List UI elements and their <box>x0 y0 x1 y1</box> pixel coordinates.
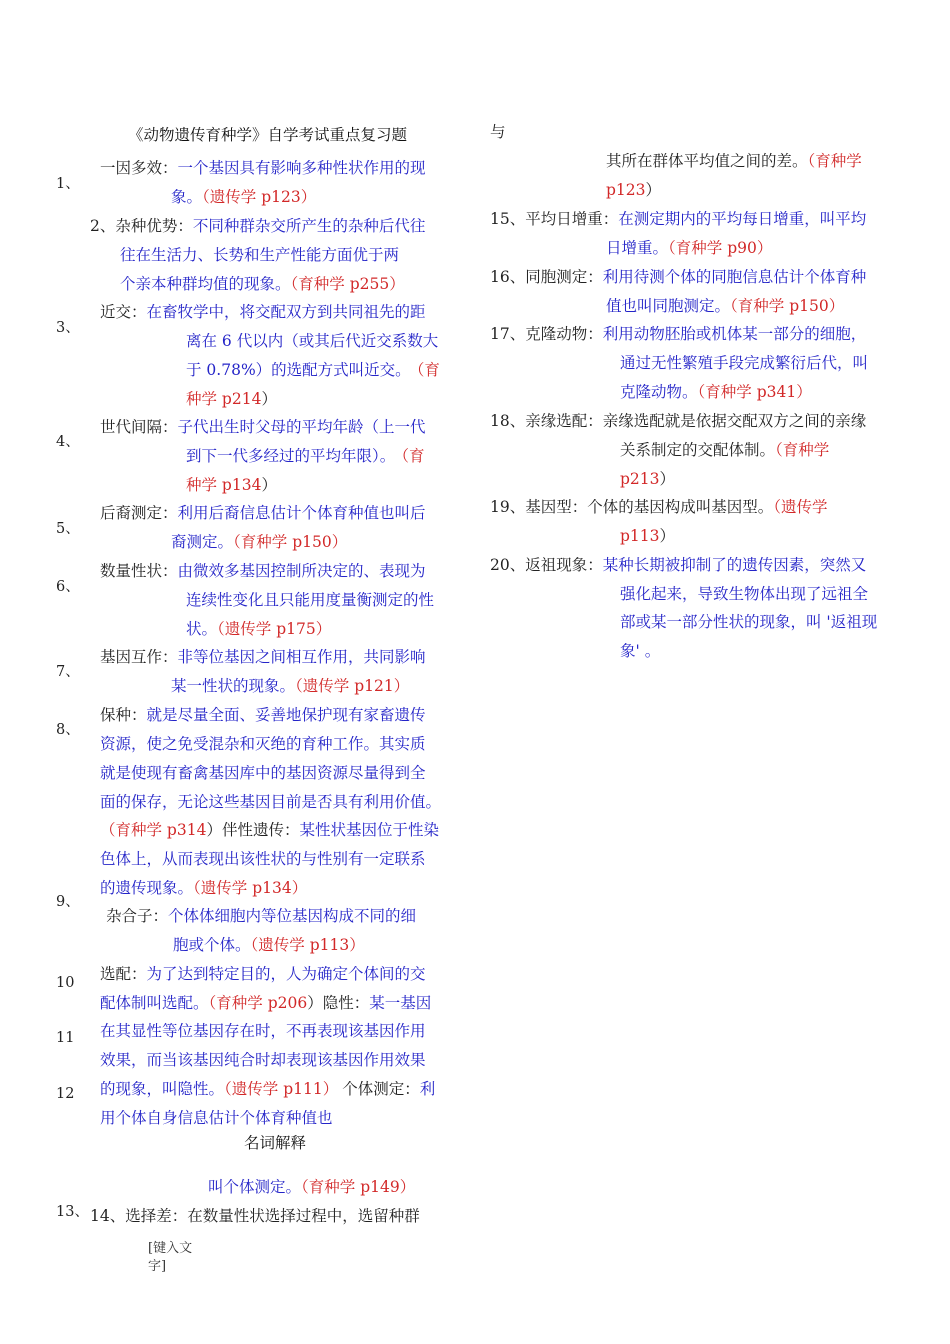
entry-definition: 色体上，从而表现出该性状的与性别有一定联系 <box>100 850 426 868</box>
entry-definition: 叫个体测定。 <box>208 1178 302 1196</box>
entry-reference: 种学 p214 <box>186 390 262 408</box>
entry-definition: 一个基因具有影响多种性状作用的现 <box>177 159 426 177</box>
entry-definition: 由微效多基因控制所决定的、表现为 <box>177 562 426 580</box>
col2-top-char: 与 <box>490 123 506 141</box>
entry-definition: 非等位基因之间相互作用，共同影响 <box>177 648 426 666</box>
entry-term: 一因多效： <box>100 159 178 177</box>
entry-definition: 个体的基因构成叫基因型。 <box>587 498 774 516</box>
entry-16-cont <box>606 292 844 321</box>
entry-14-ref <box>606 176 661 205</box>
entry-3-ref <box>186 385 277 414</box>
entry-reference: （育种学 p314 <box>100 821 207 839</box>
entry-definition: 连续性变化且只能用度量衡测定的性 <box>186 591 435 609</box>
entry-definition: 象。 <box>171 188 203 206</box>
entry-reference: （遗传学 <box>773 498 828 516</box>
entry-term: 后裔测定： <box>100 504 178 522</box>
entry-definition: 某一基因 <box>369 994 432 1012</box>
entry-reference: p213 <box>620 470 660 488</box>
item-number: 4、 <box>56 434 80 450</box>
entry-7-cont <box>171 672 409 701</box>
entry-definition: 亲缘选配就是依据交配双方之间的亲缘 <box>602 412 867 430</box>
entry-definition: 某性状基因位于性染 <box>299 821 439 839</box>
entry-definition: 面的保存，无论这些基因目前是否具有利用价值。 <box>100 793 442 811</box>
entry-reference: （育种学 p206 <box>208 994 308 1012</box>
entry-16 <box>490 263 866 292</box>
entry-definition: 值也叫同胞测定。 <box>606 297 731 315</box>
item-number: 9、 <box>56 894 80 910</box>
entry-4-cont <box>186 442 425 471</box>
entry-term: 选配： <box>100 965 147 983</box>
section-heading: 名词解释 <box>244 1134 307 1152</box>
item-number: 3、 <box>56 320 80 336</box>
entry-20 <box>490 551 866 580</box>
entry-8 <box>100 701 426 730</box>
entry-definition: 强化起来，导致生物体出现了远祖全 <box>620 585 869 603</box>
entry-reference: （育种学 <box>775 441 830 459</box>
entry-9 <box>100 816 439 845</box>
entry-18 <box>490 407 866 436</box>
entry-definition: 胞或个体。 <box>173 936 251 954</box>
entry-definition: 用个体自身信息估计个体育种值也 <box>100 1109 333 1127</box>
item-number: 6、 <box>56 579 80 595</box>
entry-17-cont <box>620 378 812 407</box>
item-number: 11 <box>56 1030 75 1046</box>
entry-reference: （遗传学 p134） <box>193 879 308 897</box>
entry-definition: 日增重。 <box>606 239 669 257</box>
entry-reference-close: ） <box>645 181 662 199</box>
entry-term: 18、亲缘选配： <box>490 412 603 430</box>
entry-reference-close: ） <box>206 821 222 839</box>
entry-17 <box>490 320 866 349</box>
entry-term: 杂合子： <box>106 907 169 925</box>
entry-reference: （育种学 p150） <box>233 533 348 551</box>
entry-definition: 利 <box>419 1080 436 1098</box>
entry-definition: 关系制定的交配体制。 <box>620 441 776 459</box>
entry-definition: 利用后裔信息估计个体育种值也叫后 <box>177 504 426 522</box>
entry-definition: 通过无性繁殖手段完成繁衍后代，叫 <box>620 354 869 372</box>
entry-reference: （育 <box>416 361 440 379</box>
entry-reference: （育种学 p341） <box>697 383 812 401</box>
entry-term: 2、杂种优势： <box>90 217 193 235</box>
entry-reference: 种学 p134 <box>186 476 262 494</box>
entry-definition: 的遗传现象。 <box>100 879 194 897</box>
entry-definition: 某一性状的现象。 <box>171 677 296 695</box>
entry-definition: 在数量性状选择过程中，选留种群 <box>187 1207 420 1225</box>
entry-15-cont <box>606 234 772 263</box>
entry-term: 19、基因型： <box>490 498 588 516</box>
entry-2 <box>90 212 425 241</box>
entry-reference-close: ） <box>659 470 676 488</box>
entry-term: 隐性： <box>322 994 370 1012</box>
entry-term: 16、同胞测定： <box>490 268 603 286</box>
entry-19 <box>490 493 828 522</box>
entry-definition: 利用待测个体的同胞信息估计个体育种 <box>602 268 867 286</box>
entry-definition: 裔测定。 <box>171 533 234 551</box>
entry-18-ref <box>620 465 675 494</box>
entry-definition: 某种长期被抑制了的遗传因素，突然又 <box>602 556 867 574</box>
entry-12-cont <box>100 1075 435 1104</box>
entry-definition: 象' 。 <box>620 642 661 660</box>
entry-term: 15、平均日增重： <box>490 210 619 228</box>
entry-3 <box>100 298 426 327</box>
entry-10 <box>106 902 416 931</box>
entry-definition: 往在生活力、长势和生产性能方面优于两 <box>120 246 400 264</box>
entry-definition: 在其显性等位基因存在时，不再表现该基因作用 <box>100 1022 426 1040</box>
entry-term: 14、选择差： <box>90 1207 188 1225</box>
entry-9-cont <box>100 874 307 903</box>
entry-1-cont <box>171 183 316 212</box>
item-number: 12 <box>56 1086 75 1102</box>
entry-definition: 克隆动物。 <box>620 383 698 401</box>
entry-definition: 在畜牧学中，将交配双方到共同祖先的距 <box>146 303 426 321</box>
entry-5 <box>100 499 426 528</box>
entry-14-cont <box>606 147 862 176</box>
entry-term: 20、返祖现象： <box>490 556 603 574</box>
entry-15 <box>490 205 866 234</box>
entry-reference: （遗传学 p121） <box>295 677 410 695</box>
entry-term: 基因互作： <box>100 648 178 666</box>
entry-11 <box>100 960 426 989</box>
entry-term: 世代间隔： <box>100 418 178 436</box>
item-number: 5、 <box>56 521 80 537</box>
entry-definition: 利用动物胚胎或机体某一部分的细胞， <box>602 325 867 343</box>
entry-reference: p113 <box>620 527 660 545</box>
entry-reference: （育种学 p255） <box>290 275 405 293</box>
item-number: 10 <box>56 975 75 991</box>
entry-reference: （育种学 p149） <box>301 1178 416 1196</box>
entry-reference: （育种学 p90） <box>668 239 773 257</box>
entry-1 <box>100 154 426 183</box>
item-number: 1、 <box>56 176 80 192</box>
entry-14 <box>90 1202 420 1231</box>
entry-reference: （育种学 p150） <box>730 297 845 315</box>
item-number: 13、 <box>56 1204 89 1220</box>
entry-term: 伴性遗传： <box>221 821 300 839</box>
entry-definition: 在测定期内的平均每日增重，叫平均 <box>618 210 867 228</box>
entry-definition: 就是尽量全面、妥善地保护现有家畜遗传 <box>146 706 426 724</box>
entry-11-cont <box>100 989 431 1018</box>
entry-4 <box>100 413 426 442</box>
entry-reference-close: ） <box>261 476 277 494</box>
entry-definition: 资源，使之免受混杂和灭绝的育种工作。其实质 <box>100 735 426 753</box>
entry-term: 个体测定： <box>342 1080 420 1098</box>
entry-reference: （遗传学 p113） <box>250 936 365 954</box>
entry-definition: 个体体细胞内等位基因构成不同的细 <box>168 907 417 925</box>
entry-definition: 个亲本种群均值的现象。 <box>120 275 291 293</box>
entry-definition: 于 0.78%）的选配方式叫近交。 <box>186 361 411 379</box>
entry-7 <box>100 643 426 672</box>
entry-reference: （育种学 <box>807 152 862 170</box>
entry-term: 数量性状： <box>100 562 178 580</box>
page-title: 《动物遗传育种学》自学考试重点复习题 <box>128 126 408 144</box>
entry-definition: 效果，而当该基因纯合时却表现该基因作用效果 <box>100 1051 426 1069</box>
entry-6-cont <box>186 615 331 644</box>
entry-3-cont <box>186 356 440 385</box>
entry-definition: 子代出生时父母的平均年龄（上一代 <box>177 418 426 436</box>
footer-placeholder[interactable]: [键入文字] <box>148 1241 193 1274</box>
entry-13-cont <box>208 1173 415 1202</box>
entry-reference: （遗传学 p111） <box>224 1080 339 1098</box>
entry-definition: 就是使现有畜禽基因库中的基因资源尽量得到全 <box>100 764 426 782</box>
entry-definition: 离在 6 代以内（或其后代近交系数大 <box>186 332 439 350</box>
entry-definition: 配体制叫选配。 <box>100 994 209 1012</box>
entry-5-cont <box>171 528 347 557</box>
entry-definition: 到下一代多经过的平均年限）。 <box>186 447 396 465</box>
entry-definition: 部或某一部分性状的现象，叫 '返祖现 <box>620 613 878 631</box>
entry-19-ref <box>620 522 675 551</box>
item-number: 8、 <box>56 722 80 738</box>
entry-reference: （遗传学 p175） <box>217 620 332 638</box>
entry-definition: 为了达到特定目的，人为确定个体间的交 <box>146 965 426 983</box>
item-number: 7、 <box>56 664 80 680</box>
entry-10-cont <box>173 931 365 960</box>
entry-2-cont <box>120 270 405 299</box>
entry-definition: 不同种群杂交所产生的杂种后代往 <box>192 217 426 235</box>
entry-definition: 状。 <box>186 620 218 638</box>
entry-reference: p123 <box>606 181 646 199</box>
entry-reference-close: ） <box>307 994 323 1012</box>
entry-term: 保种： <box>100 706 147 724</box>
entry-definition: 其所在群体平均值之间的差。 <box>606 152 808 170</box>
entry-18-cont <box>620 436 829 465</box>
entry-4-ref <box>186 471 277 500</box>
entry-6 <box>100 557 426 586</box>
entry-reference: （育 <box>401 447 425 465</box>
entry-reference-close: ） <box>659 527 676 545</box>
entry-term: 17、克隆动物： <box>490 325 603 343</box>
entry-reference-close: ） <box>261 390 277 408</box>
entry-definition: 的现象，叫隐性。 <box>100 1080 225 1098</box>
entry-term: 近交： <box>100 303 147 321</box>
entry-reference: （遗传学 p123） <box>202 188 317 206</box>
